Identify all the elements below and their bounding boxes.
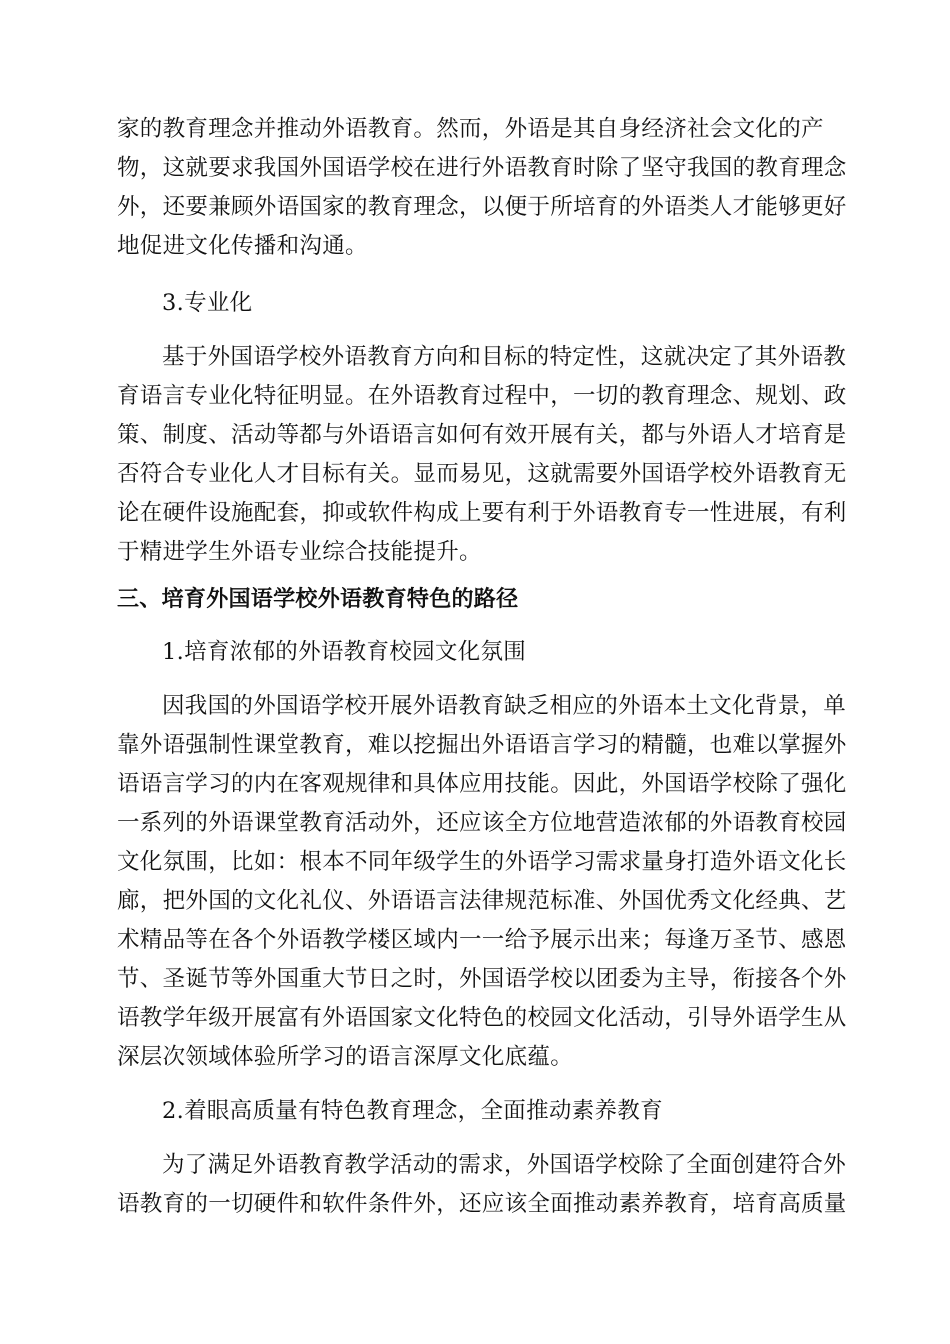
paragraph-line: 术精品等在各个外语教学楼区域内一一给予展示出来；每逢万圣节、感恩	[117, 927, 847, 953]
paragraph-line: 策、制度、活动等都与外语语言如何有效开展有关，都与外语人才培育是	[117, 422, 847, 448]
paragraph-line: 靠外语强制性课堂教育，难以挖掘出外语语言学习的精髓，也难以掌握外	[117, 732, 847, 758]
paragraph-line: 为了满足外语教育教学活动的需求，外国语学校除了全面创建符合外	[162, 1152, 847, 1178]
paragraph-line: 家的教育理念并推动外语教育。然而，外语是其自身经济社会文化的产	[117, 116, 824, 142]
paragraph-line: 节、圣诞节等外国重大节日之时，外国语学校以团委为主导，衔接各个外	[117, 966, 847, 992]
paragraph-line: 基于外国语学校外语教育方向和目标的特定性，这就决定了其外语教	[162, 344, 847, 370]
paragraph-line: 物，这就要求我国外国语学校在进行外语教育时除了坚守我国的教育理念	[117, 155, 847, 181]
paragraph-line: 于精进学生外语专业综合技能提升。	[117, 539, 482, 565]
paragraph-line: 文化氛围，比如：根本不同年级学生的外语学习需求量身打造外语文化长	[117, 849, 847, 875]
paragraph-line: 语语言学习的内在客观规律和具体应用技能。因此，外国语学校除了强化	[117, 771, 847, 797]
paragraph-line: 廊，把外国的文化礼仪、外语语言法律规范标准、外国优秀文化经典、艺	[117, 888, 847, 914]
section-heading: 三、培育外国语学校外语教育特色的路径	[117, 587, 519, 612]
paragraph-line: 一系列的外语课堂教育活动外，还应该全方位地营造浓郁的外语教育校园	[117, 810, 847, 836]
subheading-quality-education: 2.着眼高质量有特色教育理念，全面推动素养教育	[162, 1098, 663, 1124]
paragraph-line: 语教育的一切硬件和软件条件外，还应该全面推动素养教育，培育高质量	[117, 1191, 847, 1217]
paragraph-line: 论在硬件设施配套，抑或软件构成上要有利于外语教育专一性进展，有利	[117, 500, 847, 526]
paragraph-line: 地促进文化传播和沟通。	[117, 233, 368, 259]
paragraph-line: 外，还要兼顾外语国家的教育理念，以便于所培育的外语类人才能够更好	[117, 194, 847, 220]
subheading-culture: 1.培育浓郁的外语教育校园文化氛围	[162, 639, 527, 665]
paragraph-line: 育语言专业化特征明显。在外语教育过程中，一切的教育理念、规划、政	[117, 383, 847, 409]
paragraph-line: 否符合专业化人才目标有关。显而易见，这就需要外国语学校外语教育无	[117, 461, 847, 487]
paragraph-line: 深层次领域体验所学习的语言深厚文化底蕴。	[117, 1044, 574, 1070]
subheading-specialization: 3.专业化	[162, 290, 253, 316]
paragraph-line: 语教学年级开展富有外语国家文化特色的校园文化活动，引导外语学生从	[117, 1005, 847, 1031]
paragraph-line: 因我国的外国语学校开展外语教育缺乏相应的外语本土文化背景，单	[162, 693, 847, 719]
